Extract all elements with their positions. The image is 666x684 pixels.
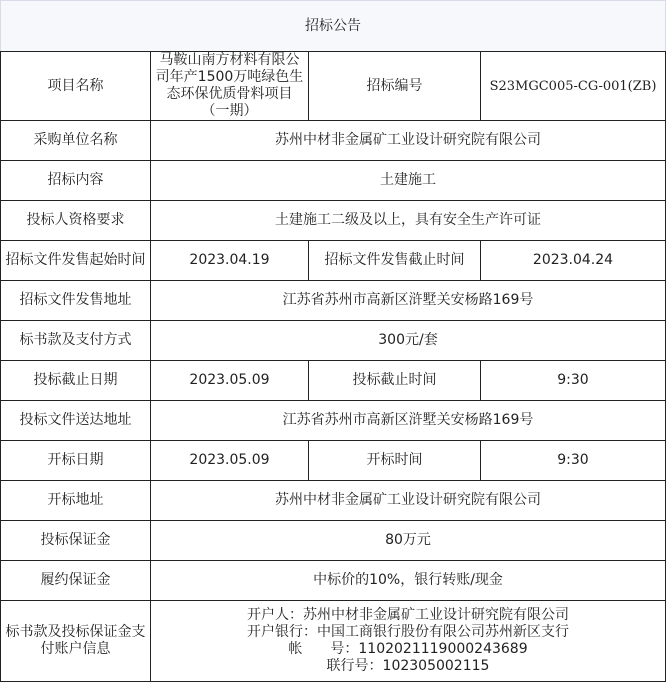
- qualification-value: 土建施工二级及以上，具有安全生产许可证: [151, 201, 666, 241]
- page-title: 招标公告: [0, 0, 666, 51]
- project-name-value: 马鞍山南方材料有限公司年产1500万吨绿色生态环保优质骨料项目（一期）: [151, 52, 309, 121]
- account-label: 标书款及投标保证金支付账户信息: [1, 601, 151, 682]
- bid-deadline-date-label: 投标截止日期: [1, 361, 151, 401]
- content-value: 土建施工: [151, 161, 666, 201]
- tender-info-table: [0, 51, 666, 682]
- opening-address-value: 苏州中材非金属矿工业设计研究院有限公司: [151, 481, 666, 521]
- account-info: [151, 601, 666, 682]
- opening-time-value: 9:30: [481, 441, 666, 481]
- table-row: [1, 121, 666, 161]
- sale-end-value: 2023.04.24: [481, 241, 666, 281]
- bid-deadline-time-value: 9:30: [481, 361, 666, 401]
- account-bank-code: 联行号：102305002115: [326, 658, 490, 674]
- table-row: [1, 321, 666, 361]
- fee-label: 标书款及支付方式: [1, 321, 151, 361]
- tender-no-value: S23MGC005-CG-001(ZB): [481, 52, 666, 121]
- opening-time-label: 开标时间: [309, 441, 481, 481]
- opening-address-label: 开标地址: [1, 481, 151, 521]
- project-name-label: 项目名称: [1, 52, 151, 121]
- tender-no-label: 招标编号: [309, 52, 481, 121]
- sale-start-label: 招标文件发售起始时间: [1, 241, 151, 281]
- deposit-value: 80万元: [151, 521, 666, 561]
- table-row: [1, 161, 666, 201]
- performance-value: 中标价的10%，银行转账/现金: [151, 561, 666, 601]
- table-row: [1, 241, 666, 281]
- sale-end-label: 招标文件发售截止时间: [309, 241, 481, 281]
- account-holder: 开户人：苏州中材非金属矿工业设计研究院有限公司: [247, 607, 569, 623]
- fee-value: 300元/套: [151, 321, 666, 361]
- table-row: [1, 441, 666, 481]
- buyer-value: 苏州中材非金属矿工业设计研究院有限公司: [151, 121, 666, 161]
- performance-label: 履约保证金: [1, 561, 151, 601]
- sale-address-value: 江苏省苏州市高新区浒墅关安杨路169号: [151, 281, 666, 321]
- table-row: [1, 281, 666, 321]
- delivery-address-value: 江苏省苏州市高新区浒墅关安杨路169号: [151, 401, 666, 441]
- sale-start-value: 2023.04.19: [151, 241, 309, 281]
- table-row: [1, 521, 666, 561]
- opening-date-value: 2023.05.09: [151, 441, 309, 481]
- table-row: [1, 361, 666, 401]
- deposit-label: 投标保证金: [1, 521, 151, 561]
- table-row: [1, 601, 666, 682]
- delivery-address-label: 投标文件送达地址: [1, 401, 151, 441]
- table-row: [1, 481, 666, 521]
- bid-deadline-date-value: 2023.05.09: [151, 361, 309, 401]
- sale-address-label: 招标文件发售地址: [1, 281, 151, 321]
- table-row: [1, 201, 666, 241]
- table-row: [1, 52, 666, 121]
- buyer-label: 采购单位名称: [1, 121, 151, 161]
- table-row: [1, 401, 666, 441]
- table-row: [1, 561, 666, 601]
- account-number: 帐 号：1102021119000243689: [288, 641, 528, 657]
- qualification-label: 投标人资格要求: [1, 201, 151, 241]
- opening-date-label: 开标日期: [1, 441, 151, 481]
- account-bank: 开户银行：中国工商银行股份有限公司苏州新区支行: [247, 624, 569, 640]
- bid-deadline-time-label: 投标截止时间: [309, 361, 481, 401]
- content-label: 招标内容: [1, 161, 151, 201]
